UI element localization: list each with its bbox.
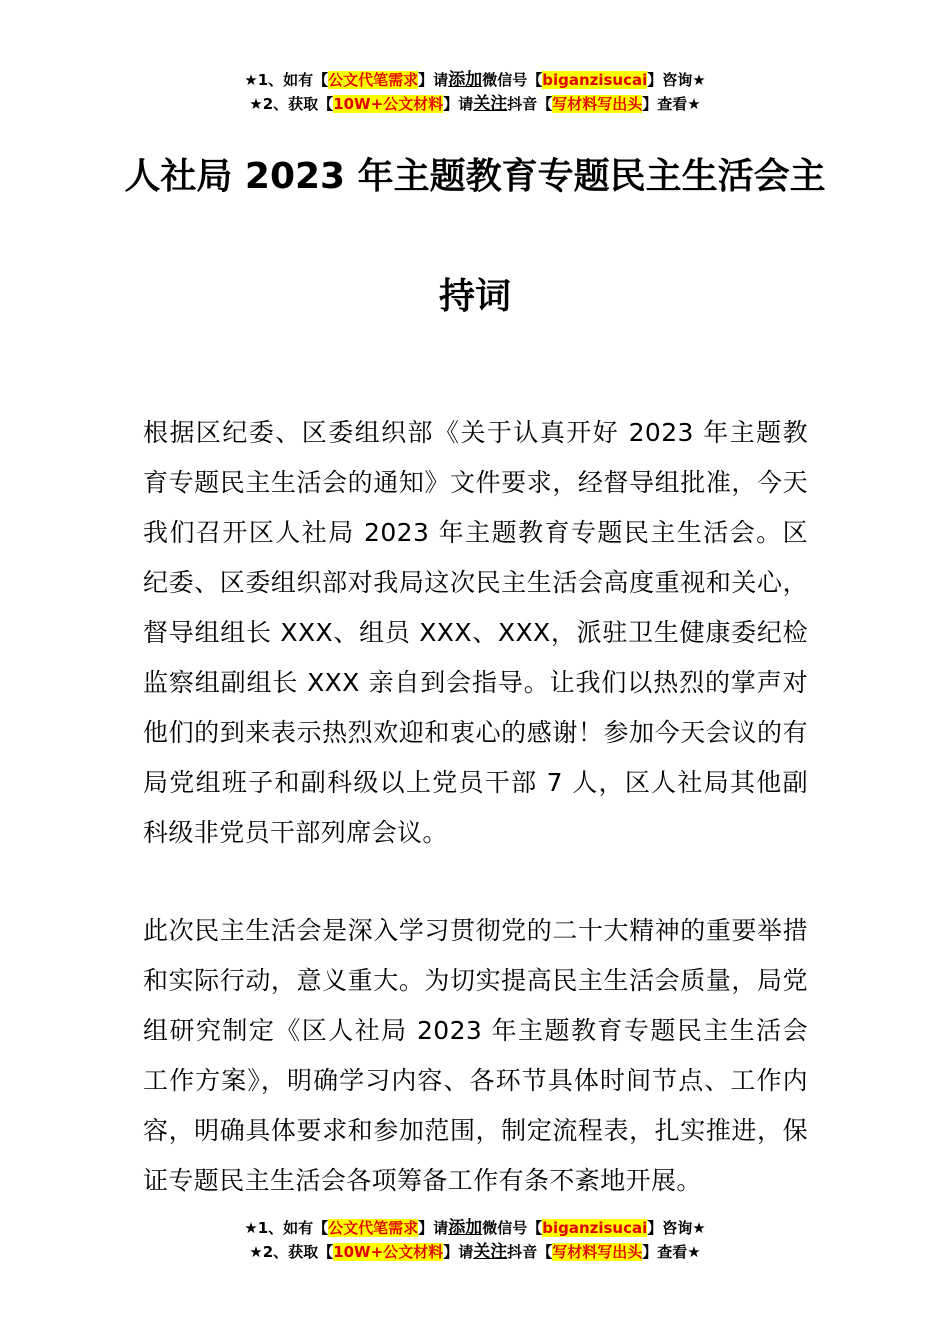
document-title-line-1: 人社局 2023 年主题教育专题民主生活会主: [124, 156, 826, 197]
promo-line-1: [0, 68, 950, 92]
promo-highlight: 公文代笔需求: [328, 1219, 419, 1237]
promo-highlight: 10W+公文材料: [333, 1243, 444, 1261]
promo-highlight: biganzisucai: [542, 1219, 648, 1237]
promo-highlight: 10W+公文材料: [333, 95, 444, 113]
promo-highlight: 写材料写出头: [552, 1243, 643, 1261]
promo-text: 】咨询★: [647, 71, 706, 89]
body-paragraph: 根据区纪委、区委组织部《关于认真开好 2023 年主题教育专题民主生活会的通知》文件要求，经督导组批准，今天我们召开区人社局 2023 年主题教育专题民主生活会。区纪委、区委组织部对我局这次民主生活会高度重视和关心，督导组组长 XXX、组员 XXX、XXX，派驻卫生健康委纪检监察组副组长 XXX 亲自到会指导。让我们以热烈的掌声对他们的到来表示热烈欢迎和衷心的感谢！参加今天会议的有局党组班子和副科级以上党员干部 7 人，区人社局其他副科级非党员干部列席会议。: [143, 418, 808, 847]
promo-underlined: 添加: [448, 70, 483, 90]
promo-text: 微信号【: [482, 1219, 543, 1237]
promo-line-2: [0, 92, 950, 116]
promo-banner-bottom: [0, 1216, 950, 1264]
promo-text: ★2、获取【: [249, 1243, 334, 1261]
promo-text: 】查看★: [642, 95, 701, 113]
promo-line-1: [0, 1216, 950, 1240]
promo-text: ★1、如有【: [244, 71, 329, 89]
promo-text: 】咨询★: [647, 1219, 706, 1237]
document-title-line-2: 持词: [438, 276, 511, 317]
promo-text: 抖音【: [507, 95, 553, 113]
promo-underlined: 关注: [473, 94, 508, 114]
promo-text: ★2、获取【: [249, 95, 334, 113]
promo-text: 】请: [418, 71, 449, 89]
promo-underlined: 关注: [473, 1242, 508, 1262]
body-paragraph: 此次民主生活会是深入学习贯彻党的二十大精神的重要举措和实际行动，意义重大。为切实提高民主生活会质量，局党组研究制定《区人社局 2023 年主题教育专题民主生活会工作方案》，明确学习内容、各环节具体时间节点、工作内容，明确具体要求和参加范围，制定流程表，扎实推进，保证专题民主生活会各项筹备工作有条不紊地开展。: [143, 916, 808, 1195]
promo-highlight: 公文代笔需求: [328, 71, 419, 89]
promo-text: 】查看★: [642, 1243, 701, 1261]
promo-text: 微信号【: [482, 71, 543, 89]
promo-underlined: 添加: [448, 1218, 483, 1238]
promo-text: 】请: [418, 1219, 449, 1237]
promo-text: ★1、如有【: [244, 1219, 329, 1237]
promo-highlight: biganzisucai: [542, 71, 648, 89]
promo-line-2: [0, 1240, 950, 1264]
promo-highlight: 写材料写出头: [552, 95, 643, 113]
promo-banner-top: [0, 68, 950, 116]
promo-text: 抖音【: [507, 1243, 553, 1261]
promo-text: 】请: [443, 1243, 474, 1261]
promo-text: 】请: [443, 95, 474, 113]
